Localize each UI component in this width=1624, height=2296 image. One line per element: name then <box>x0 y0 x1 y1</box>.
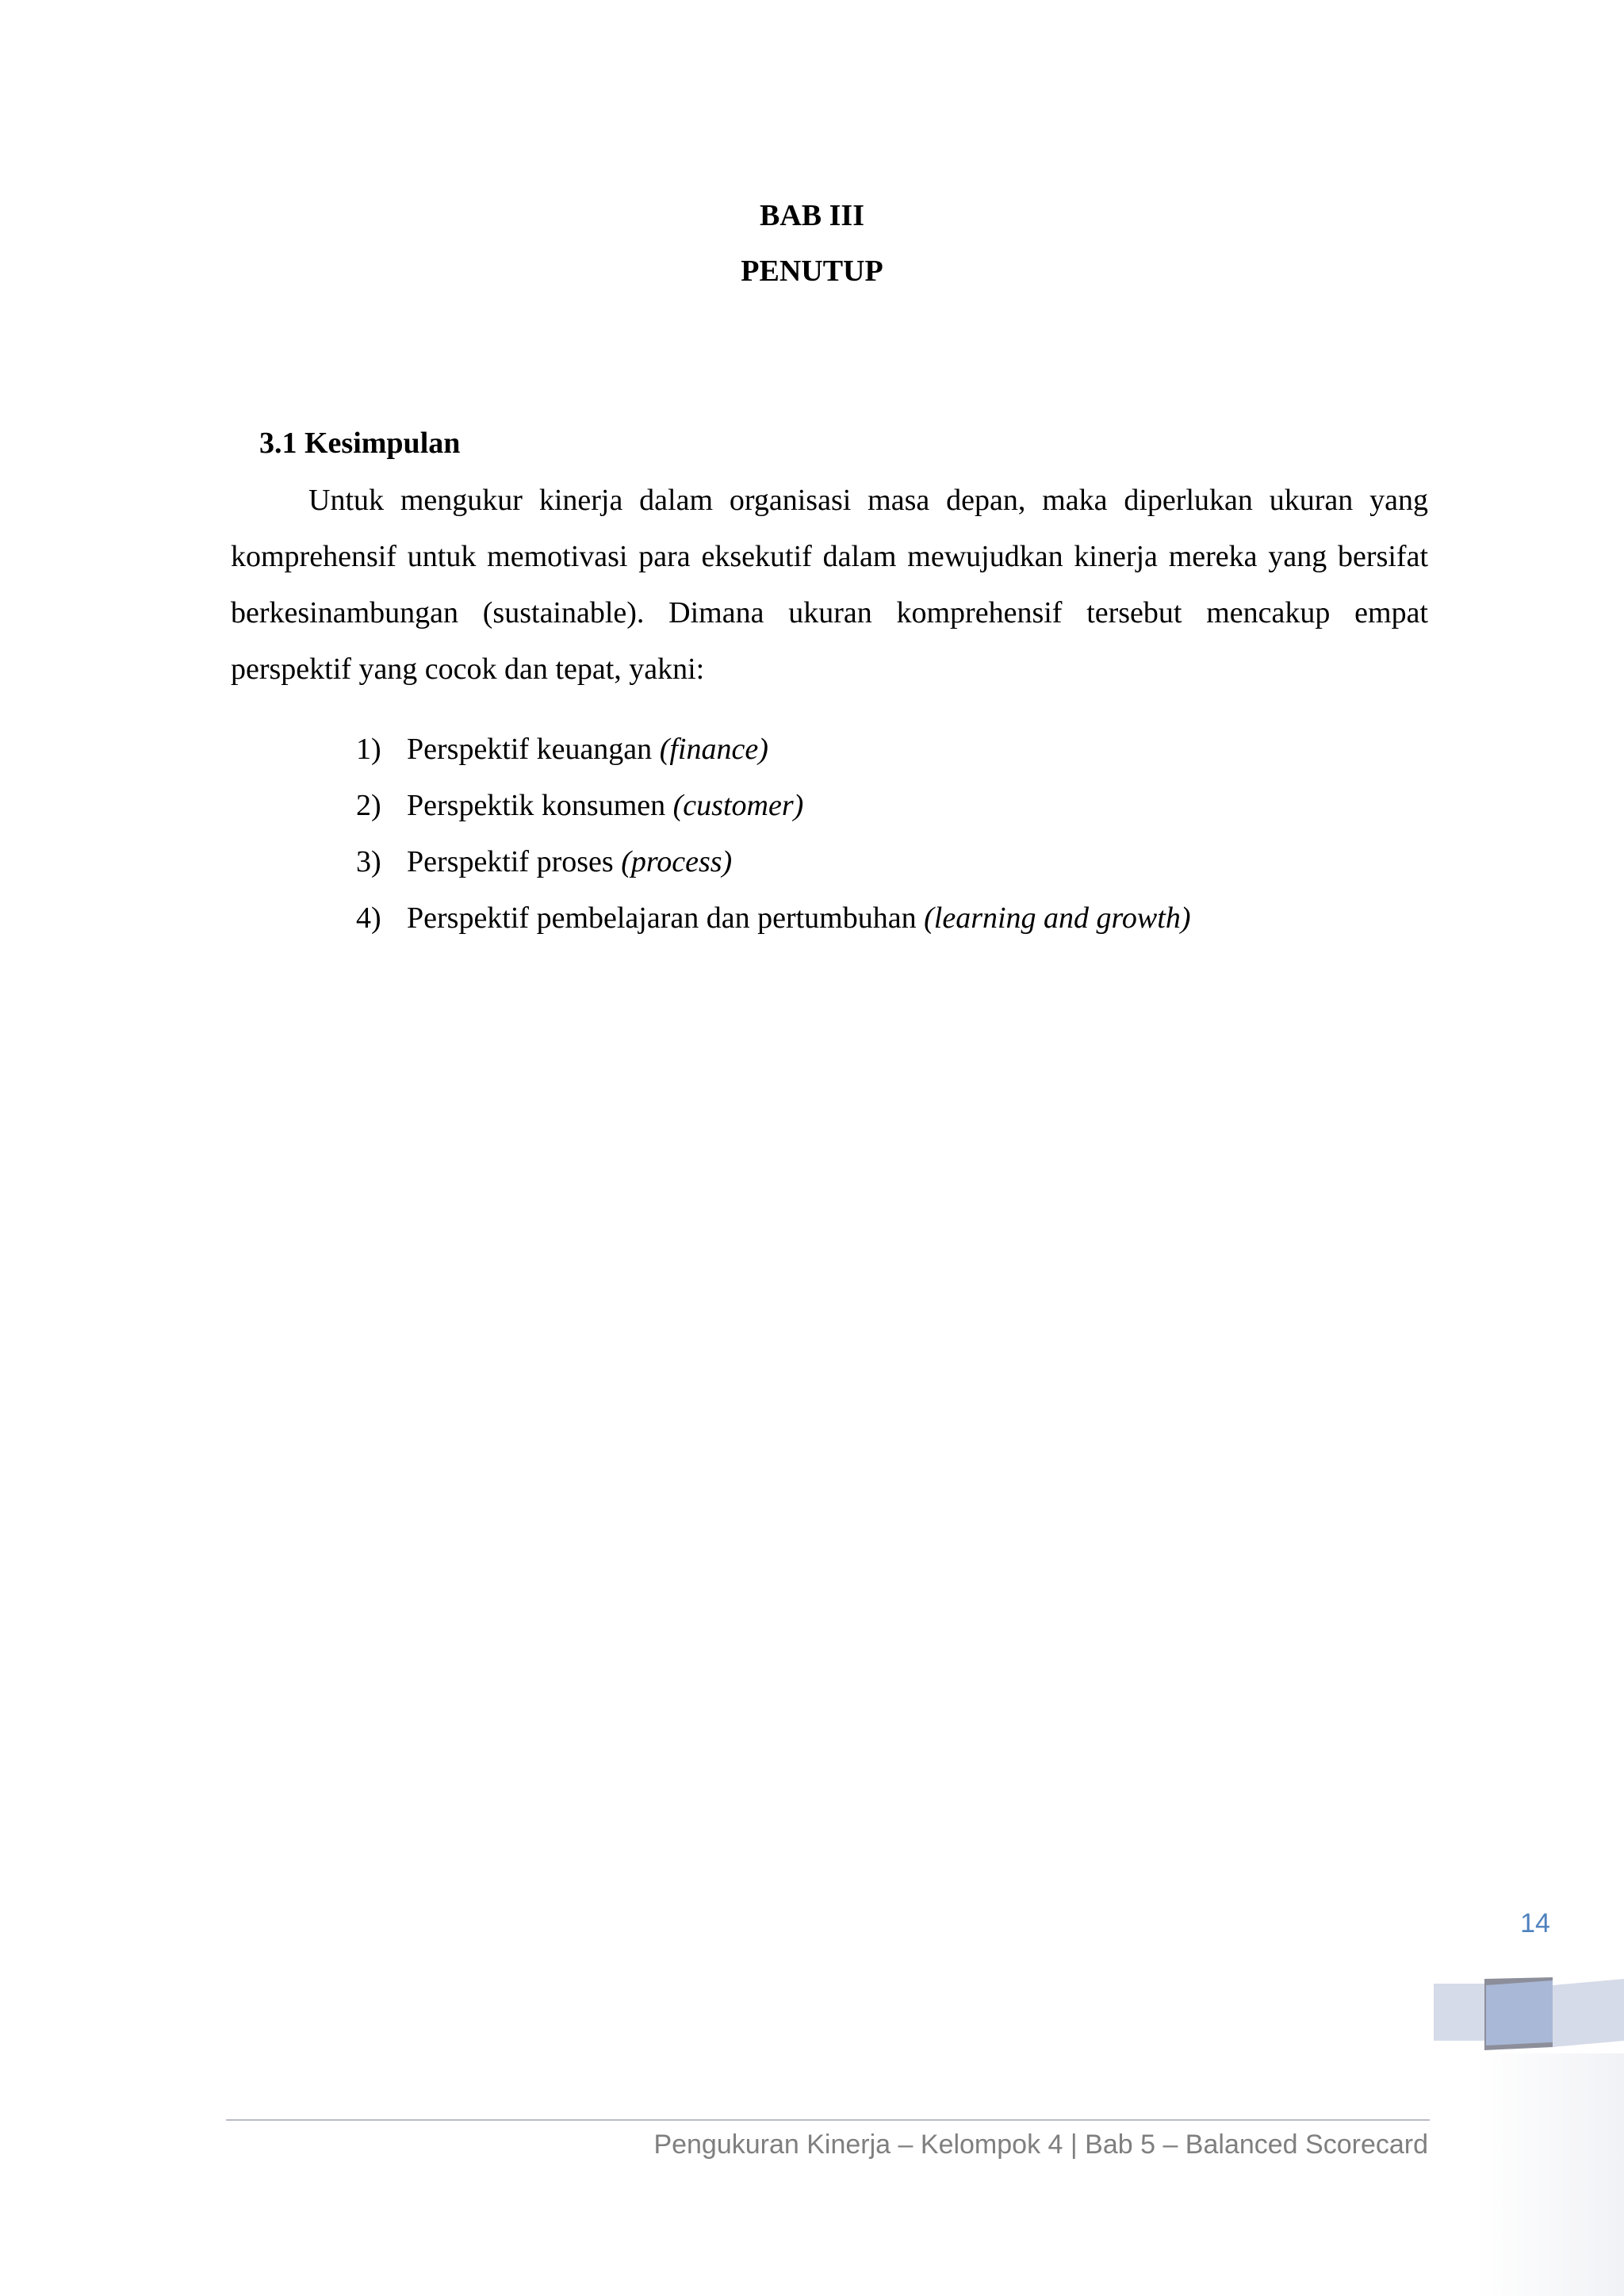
list-item-text: Perspektif keuangan <box>407 733 660 766</box>
list-item-english-term: (finance) <box>659 733 768 766</box>
list-item-text: Perspektik konsumen <box>407 789 673 822</box>
page-edge-shade <box>1475 2053 1624 2296</box>
ribbon-main-band <box>1486 1980 1553 2045</box>
list-item <box>356 721 1190 778</box>
chapter-title: PENUTUP <box>741 254 883 288</box>
list-item <box>356 834 1190 890</box>
list-item-text: Perspektif proses <box>407 845 622 878</box>
list-item-number: 2) <box>356 789 381 822</box>
ribbon-right-band <box>1553 1979 1624 2047</box>
list-item <box>356 890 1190 947</box>
chapter-number: BAB III <box>760 199 864 232</box>
list-item <box>356 778 1190 834</box>
list-item-number: 1) <box>356 733 381 766</box>
page-corner-ribbon-graphic <box>1434 1974 1624 2061</box>
conclusion-paragraph: Untuk mengukur kinerja dalam organisasi masa depan, maka diperlukan ukuran yang komprehensif untuk memotivasi para eksekutif dalam mewujudkan kinerja mereka yang bersifat berkesinambungan (sustainable). Dimana ukuran komprehensif tersebut mencakup empat perspektif yang cocok dan tepat, yakni: <box>231 484 1428 686</box>
list-item-english-term: (process) <box>621 845 733 878</box>
page-number: 14 <box>1520 1908 1550 1938</box>
list-item-number: 3) <box>356 845 381 878</box>
list-item-english-term: (customer) <box>672 789 804 822</box>
list-item-english-term: (learning and growth) <box>924 901 1191 935</box>
ribbon-left-band <box>1434 1984 1491 2041</box>
footer-divider <box>226 2119 1430 2121</box>
footer-text: Pengukuran Kinerja – Kelompok 4 | Bab 5 – Balanced Scorecard <box>653 2130 1428 2160</box>
perspective-list <box>356 721 1190 947</box>
list-item-number: 4) <box>356 901 381 935</box>
section-heading: 3.1 Kesimpulan <box>259 427 461 460</box>
list-item-text: Perspektif pembelajaran dan pertumbuhan <box>407 901 925 935</box>
